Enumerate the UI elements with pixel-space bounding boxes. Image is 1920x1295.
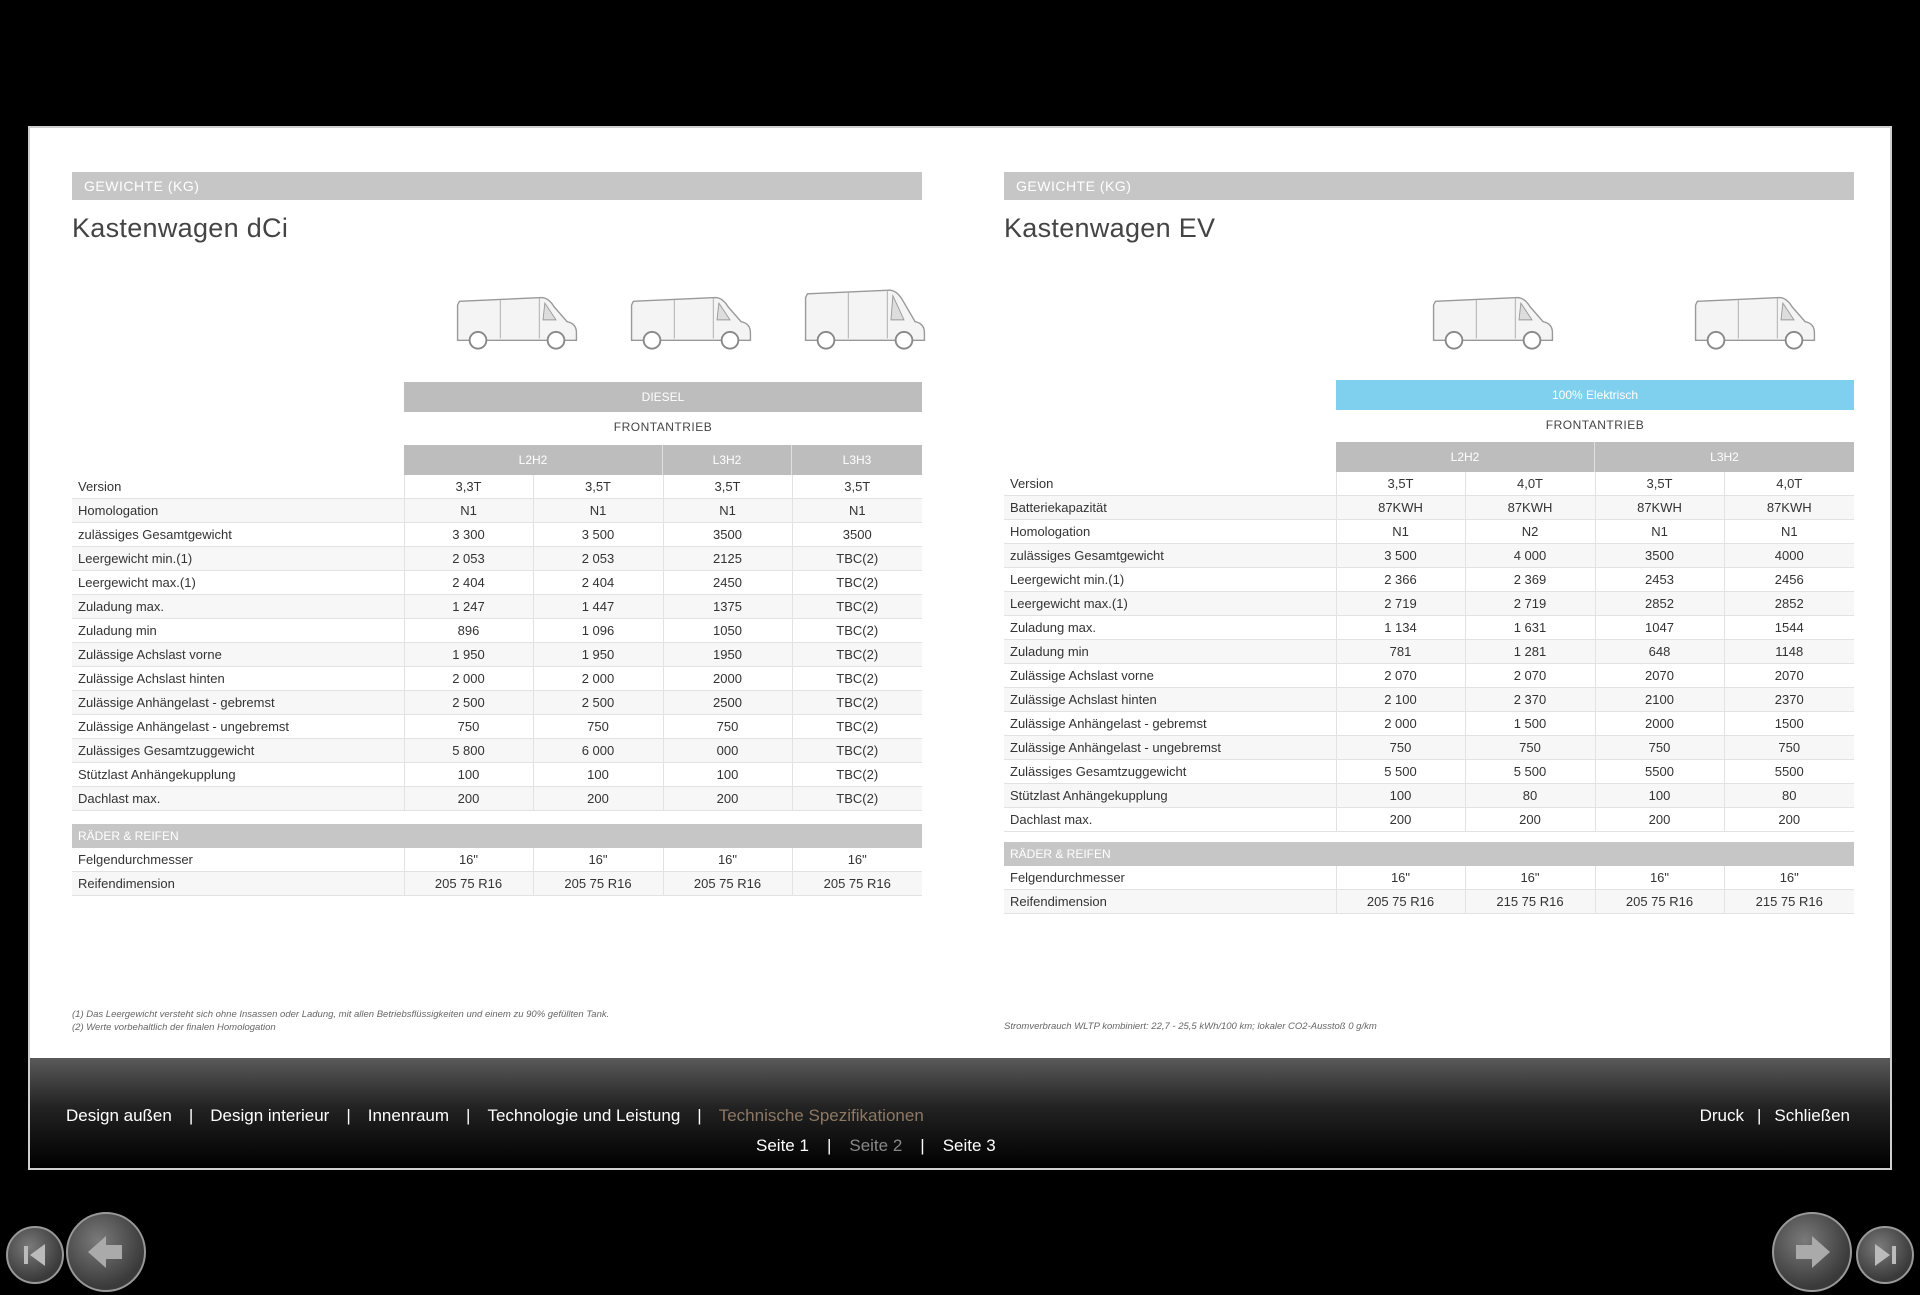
cell-value: 750: [533, 715, 663, 739]
previous-page-button[interactable]: [66, 1212, 146, 1292]
cell-value: TBC(2): [792, 547, 922, 571]
cell-value: 215 75 R16: [1724, 890, 1854, 914]
table-row: [72, 715, 922, 739]
cell-value: 205 75 R16: [533, 872, 663, 896]
row-label: Dachlast max.: [72, 787, 404, 811]
wheels-table-right: [1004, 866, 1854, 914]
cell-value: 5 800: [404, 739, 533, 763]
cell-value: N1: [1724, 520, 1854, 544]
cell-value: 3500: [1595, 544, 1724, 568]
cell-value: TBC(2): [792, 643, 922, 667]
cell-value: 781: [1336, 640, 1465, 664]
next-page-button[interactable]: [1772, 1212, 1852, 1292]
cell-value: 1500: [1724, 712, 1854, 736]
cell-value: N1: [404, 499, 533, 523]
cell-value: TBC(2): [792, 763, 922, 787]
table-row: [1004, 616, 1854, 640]
cell-value: 1 096: [533, 619, 663, 643]
cell-value: 2852: [1724, 592, 1854, 616]
van-icon: [626, 278, 756, 358]
cell-value: TBC(2): [792, 595, 922, 619]
group-header: [404, 445, 922, 475]
cell-value: 205 75 R16: [792, 872, 922, 896]
cell-value: 2000: [663, 667, 792, 691]
wheels-section-header: RÄDER & REIFEN: [72, 824, 922, 848]
cell-value: 16": [533, 848, 663, 872]
cell-value: 2852: [1595, 592, 1724, 616]
cell-value: 750: [1336, 736, 1465, 760]
van-icon: [800, 278, 930, 358]
van-images-left: [430, 278, 952, 358]
table-row: [1004, 736, 1854, 760]
table-row: [72, 619, 922, 643]
fuel-header: 100% Elektrisch: [1336, 380, 1854, 410]
cell-value: 1 447: [533, 595, 663, 619]
cell-value: 80: [1465, 784, 1595, 808]
table-row: [1004, 568, 1854, 592]
cell-value: 100: [404, 763, 533, 787]
row-label: Felgendurchmesser: [72, 848, 404, 872]
cell-value: 4000: [1724, 544, 1854, 568]
fuel-header: DIESEL: [404, 382, 922, 412]
table-row: [1004, 592, 1854, 616]
cell-value: 2453: [1595, 568, 1724, 592]
row-label: Zulässige Achslast hinten: [1004, 688, 1336, 712]
section-nav: [66, 1106, 924, 1126]
cell-value: TBC(2): [792, 691, 922, 715]
cell-value: 2070: [1595, 664, 1724, 688]
row-label: zulässiges Gesamtgewicht: [1004, 544, 1336, 568]
cell-value: 1148: [1724, 640, 1854, 664]
nav-separator: |: [466, 1106, 471, 1125]
row-label: Zulässige Anhängelast - ungebremst: [72, 715, 404, 739]
cell-value: 100: [1336, 784, 1465, 808]
cell-value: 2125: [663, 547, 792, 571]
row-label: Zulässige Anhängelast - gebremst: [72, 691, 404, 715]
table-row: [1004, 890, 1854, 914]
cell-value: 2500: [663, 691, 792, 715]
cell-value: 16": [1724, 866, 1854, 890]
nav-separator: |: [188, 1106, 194, 1125]
row-label: Leergewicht max.(1): [1004, 592, 1336, 616]
cell-value: 80: [1724, 784, 1854, 808]
cell-value: 2 719: [1336, 592, 1465, 616]
row-label: Batteriekapazität: [1004, 496, 1336, 520]
van-image: [1690, 278, 1820, 358]
table-row: [72, 571, 922, 595]
cell-value: 100: [1595, 784, 1724, 808]
van-image: [626, 278, 756, 358]
cell-value: 750: [1724, 736, 1854, 760]
row-label: Zuladung min: [72, 619, 404, 643]
cell-value: 3,5T: [1336, 472, 1465, 496]
cell-value: 648: [1595, 640, 1724, 664]
row-label: Zuladung max.: [72, 595, 404, 619]
nav-separator: |: [346, 1106, 351, 1125]
cell-value: N1: [1336, 520, 1465, 544]
cell-value: 750: [1465, 736, 1595, 760]
nav-link-technische-spezifikationen[interactable]: Technische Spezifikationen: [718, 1106, 924, 1125]
cell-value: 2 070: [1336, 664, 1465, 688]
footnote-2: (2) Werte vorbehaltlich der finalen Homologation: [72, 1022, 276, 1033]
cell-value: 200: [663, 787, 792, 811]
row-label: zulässiges Gesamtgewicht: [72, 523, 404, 547]
row-label: Stützlast Anhängekupplung: [1004, 784, 1336, 808]
table-row: [1004, 520, 1854, 544]
footnotes-left: [72, 1008, 609, 1034]
cell-value: TBC(2): [792, 715, 922, 739]
cell-value: 16": [792, 848, 922, 872]
page-nav: [756, 1136, 996, 1156]
cell-value: 5500: [1595, 760, 1724, 784]
cell-value: TBC(2): [792, 739, 922, 763]
cell-value: 100: [663, 763, 792, 787]
nav-link-technologie-und-leistung[interactable]: Technologie und Leistung: [487, 1106, 681, 1125]
van-icon: [1690, 278, 1820, 358]
cell-value: 200: [404, 787, 533, 811]
table-row: [1004, 784, 1854, 808]
van-images-right: [1406, 278, 1842, 358]
table-row: [72, 643, 922, 667]
cell-value: 2 366: [1336, 568, 1465, 592]
group-l3h2: L3H2: [663, 445, 792, 475]
cell-value: 3 500: [1336, 544, 1465, 568]
cell-value: 16": [663, 848, 792, 872]
cell-value: 205 75 R16: [404, 872, 533, 896]
group-l2h2: L2H2: [1336, 442, 1595, 472]
table-row: [72, 523, 922, 547]
cell-value: 5 500: [1465, 760, 1595, 784]
cell-value: 6 000: [533, 739, 663, 763]
nav-link-design-außen[interactable]: Design außen: [66, 1106, 172, 1125]
cell-value: 205 75 R16: [1336, 890, 1465, 914]
cell-value: 16": [1336, 866, 1465, 890]
last-page-button[interactable]: [1856, 1226, 1914, 1284]
row-label: Homologation: [72, 499, 404, 523]
cell-value: N1: [663, 499, 792, 523]
row-label: Zulässige Achslast hinten: [72, 667, 404, 691]
cell-value: 2456: [1724, 568, 1854, 592]
row-label: Version: [72, 475, 404, 499]
cell-value: 1 281: [1465, 640, 1595, 664]
table-row: [72, 667, 922, 691]
cell-value: 215 75 R16: [1465, 890, 1595, 914]
cell-value: 2370: [1724, 688, 1854, 712]
page-link-seite-1[interactable]: Seite 1: [756, 1136, 809, 1155]
cell-value: 750: [663, 715, 792, 739]
cell-value: N1: [533, 499, 663, 523]
table-row: [1004, 760, 1854, 784]
cell-value: 2100: [1595, 688, 1724, 712]
cell-value: 1375: [663, 595, 792, 619]
cell-value: 1 134: [1336, 616, 1465, 640]
table-row: [1004, 808, 1854, 832]
cell-value: 2 053: [404, 547, 533, 571]
cell-value: 3 500: [533, 523, 663, 547]
van-icon: [1428, 278, 1558, 358]
cell-value: 87KWH: [1595, 496, 1724, 520]
arrow-left-icon: [82, 1228, 130, 1276]
table-row: [72, 848, 922, 872]
van-image: [1428, 278, 1558, 358]
cell-value: 4 000: [1465, 544, 1595, 568]
cell-value: 3,5T: [1595, 472, 1724, 496]
cell-value: 200: [1595, 808, 1724, 832]
action-link-druck[interactable]: Druck: [1699, 1106, 1744, 1125]
cell-value: TBC(2): [792, 619, 922, 643]
row-label: Zulässige Achslast vorne: [72, 643, 404, 667]
cell-value: 2000: [1595, 712, 1724, 736]
page-title: Kastenwagen dCi: [72, 213, 289, 243]
nav-separator: |: [697, 1106, 702, 1125]
row-label: Reifendimension: [1004, 890, 1336, 914]
row-label: Zulässige Anhängelast - gebremst: [1004, 712, 1336, 736]
cell-value: 2070: [1724, 664, 1854, 688]
row-label: Reifendimension: [72, 872, 404, 896]
cell-value: 200: [1724, 808, 1854, 832]
cell-value: 2 053: [533, 547, 663, 571]
cell-value: 1 950: [533, 643, 663, 667]
cell-value: 87KWH: [1465, 496, 1595, 520]
action-nav: [1700, 1106, 1850, 1126]
cell-value: 3 300: [404, 523, 533, 547]
cell-value: 16": [1595, 866, 1724, 890]
group-l2h2: L2H2: [404, 445, 663, 475]
cell-value: N2: [1465, 520, 1595, 544]
footnote-1: (1) Das Leergewicht versteht sich ohne Insassen oder Ladung, mit allen Betriebsflüssigkeiten und einem zu 90% gefüllten Tank.: [72, 1009, 610, 1020]
group-l3h3: L3H3: [792, 445, 922, 475]
cell-value: 205 75 R16: [1595, 890, 1724, 914]
page-title: Kastenwagen EV: [1004, 213, 1216, 243]
action-link-schließen[interactable]: Schließen: [1774, 1106, 1850, 1125]
cell-value: 2 070: [1465, 664, 1595, 688]
cell-value: 4,0T: [1724, 472, 1854, 496]
row-label: Zulässiges Gesamtzuggewicht: [72, 739, 404, 763]
nav-separator: |: [1756, 1106, 1762, 1125]
navigation-bar: [30, 1058, 1890, 1168]
cell-value: 1544: [1724, 616, 1854, 640]
page-link-seite-2[interactable]: Seite 2: [849, 1136, 903, 1155]
row-label: Zulässige Anhängelast - ungebremst: [1004, 736, 1336, 760]
table-row: [1004, 544, 1854, 568]
cell-value: 16": [1465, 866, 1595, 890]
cell-value: 16": [404, 848, 533, 872]
cell-value: 2 719: [1465, 592, 1595, 616]
cell-value: 5500: [1724, 760, 1854, 784]
table-row: [1004, 688, 1854, 712]
cell-value: 000: [663, 739, 792, 763]
table-row: [72, 691, 922, 715]
page-left: [72, 172, 922, 244]
row-label: Zuladung min: [1004, 640, 1336, 664]
row-label: Zulässiges Gesamtzuggewicht: [1004, 760, 1336, 784]
table-row: [1004, 664, 1854, 688]
cell-value: 87KWH: [1336, 496, 1465, 520]
cell-value: TBC(2): [792, 667, 922, 691]
row-label: Felgendurchmesser: [1004, 866, 1336, 890]
group-l3h2: L3H2: [1595, 442, 1854, 472]
table-row: [72, 547, 922, 571]
row-label: Zuladung max.: [1004, 616, 1336, 640]
nav-link-innenraum[interactable]: Innenraum: [367, 1106, 450, 1125]
cell-value: 2 000: [404, 667, 533, 691]
cell-value: 1 631: [1465, 616, 1595, 640]
table-row: [72, 739, 922, 763]
cell-value: 3,5T: [792, 475, 922, 499]
nav-separator: |: [920, 1136, 925, 1155]
cell-value: N1: [1595, 520, 1724, 544]
cell-value: 3,3T: [404, 475, 533, 499]
table-row: [1004, 640, 1854, 664]
drive-header: FRONTANTRIEB: [1336, 410, 1854, 440]
cell-value: 1 950: [404, 643, 533, 667]
table-row: [72, 475, 922, 499]
cell-value: 5 500: [1336, 760, 1465, 784]
cell-value: N1: [792, 499, 922, 523]
first-page-button[interactable]: [6, 1226, 64, 1284]
table-row: [1004, 472, 1854, 496]
wheels-section-header: RÄDER & REIFEN: [1004, 842, 1854, 866]
weights-table-right: [1004, 472, 1854, 832]
cell-value: 750: [404, 715, 533, 739]
row-label: Homologation: [1004, 520, 1336, 544]
section-header: GEWICHTE (KG): [72, 172, 922, 200]
cell-value: 2 000: [1336, 712, 1465, 736]
cell-value: 1 500: [1465, 712, 1595, 736]
cell-value: 1 247: [404, 595, 533, 619]
cell-value: 3500: [792, 523, 922, 547]
table-row: [72, 787, 922, 811]
cell-value: 896: [404, 619, 533, 643]
cell-value: 2 000: [533, 667, 663, 691]
row-label: Version: [1004, 472, 1336, 496]
cell-value: 1950: [663, 643, 792, 667]
drive-header: FRONTANTRIEB: [404, 412, 922, 442]
cell-value: 100: [533, 763, 663, 787]
row-label: Zulässige Achslast vorne: [1004, 664, 1336, 688]
table-row: [1004, 866, 1854, 890]
cell-value: 87KWH: [1724, 496, 1854, 520]
cell-value: 3,5T: [533, 475, 663, 499]
cell-value: 2 500: [533, 691, 663, 715]
cell-value: TBC(2): [792, 787, 922, 811]
cell-value: 200: [1336, 808, 1465, 832]
cell-value: TBC(2): [792, 571, 922, 595]
cell-value: 4,0T: [1465, 472, 1595, 496]
footnote-right: Stromverbrauch WLTP kombiniert: 22,7 - 25,5 kWh/100 km; lokaler CO2-Ausstoß 0 g/km: [1004, 1021, 1377, 1032]
cell-value: 2 370: [1465, 688, 1595, 712]
weights-table-left: [72, 475, 922, 811]
cell-value: 3,5T: [663, 475, 792, 499]
cell-value: 1050: [663, 619, 792, 643]
cell-value: 2450: [663, 571, 792, 595]
cell-value: 750: [1595, 736, 1724, 760]
van-image: [800, 278, 930, 358]
wheels-table-left: [72, 848, 922, 896]
arrow-right-icon: [1788, 1228, 1836, 1276]
table-row: [72, 872, 922, 896]
last-page-icon: [1868, 1238, 1902, 1272]
table-row: [1004, 496, 1854, 520]
van-icon: [452, 278, 582, 358]
cell-value: 2 369: [1465, 568, 1595, 592]
first-page-icon: [18, 1238, 52, 1272]
table-row: [1004, 712, 1854, 736]
row-label: Dachlast max.: [1004, 808, 1336, 832]
cell-value: 205 75 R16: [663, 872, 792, 896]
catalog-spread: [28, 126, 1892, 1170]
cell-value: 2 404: [533, 571, 663, 595]
page-link-seite-3[interactable]: Seite 3: [942, 1136, 996, 1155]
cell-value: 1047: [1595, 616, 1724, 640]
page-right: [1004, 172, 1854, 244]
row-label: Leergewicht max.(1): [72, 571, 404, 595]
cell-value: 2 500: [404, 691, 533, 715]
row-label: Stützlast Anhängekupplung: [72, 763, 404, 787]
group-header: [1336, 442, 1854, 472]
table-row: [72, 499, 922, 523]
section-header: GEWICHTE (KG): [1004, 172, 1854, 200]
row-label: Leergewicht min.(1): [72, 547, 404, 571]
cell-value: 2 404: [404, 571, 533, 595]
cell-value: 200: [533, 787, 663, 811]
table-row: [72, 595, 922, 619]
cell-value: 3500: [663, 523, 792, 547]
table-row: [72, 763, 922, 787]
row-label: Leergewicht min.(1): [1004, 568, 1336, 592]
nav-link-design-interieur[interactable]: Design interieur: [210, 1106, 330, 1125]
van-image: [452, 278, 582, 358]
cell-value: 200: [1465, 808, 1595, 832]
nav-separator: |: [826, 1136, 832, 1155]
cell-value: 2 100: [1336, 688, 1465, 712]
